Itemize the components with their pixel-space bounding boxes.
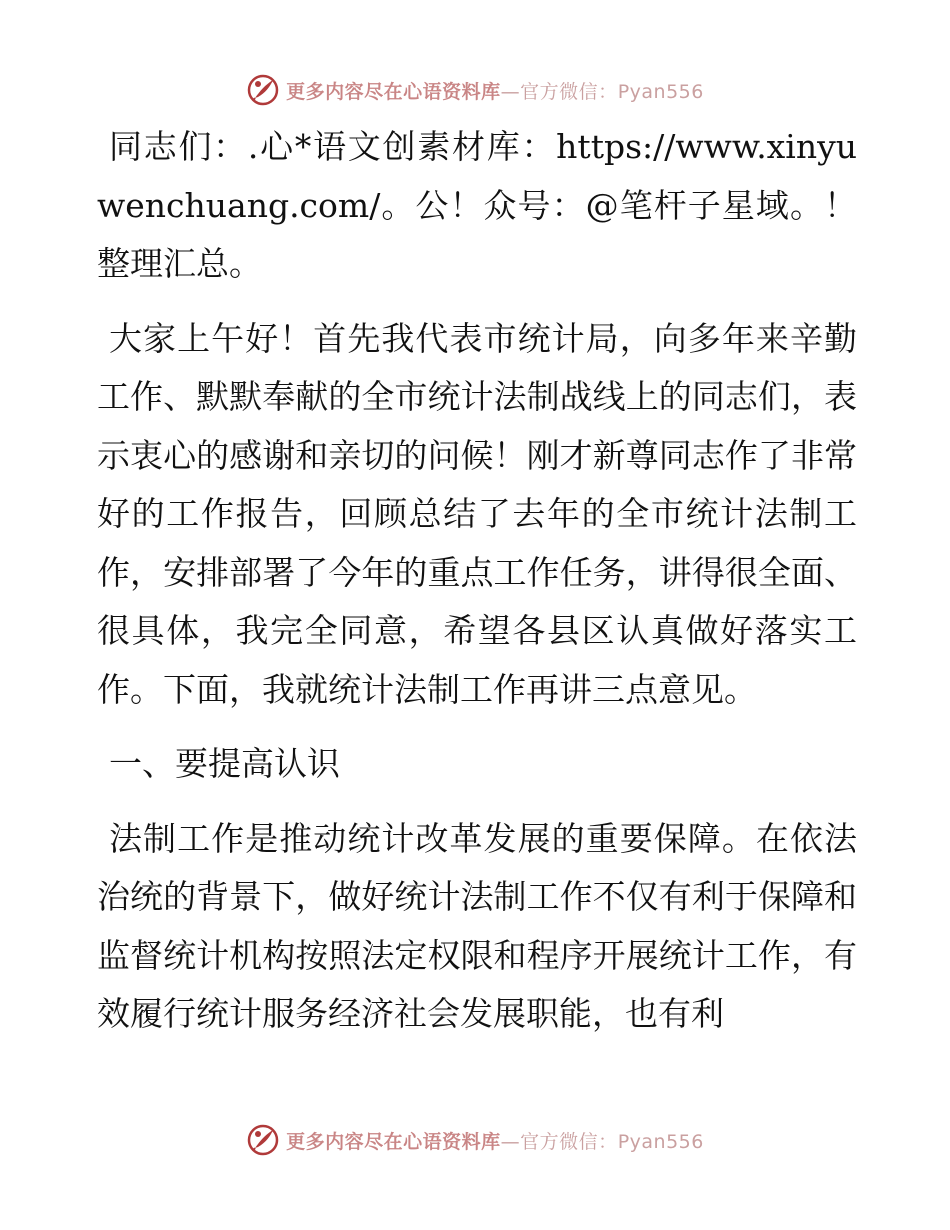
footer-banner-contact-value: Pyan556 [617,1130,704,1153]
section-heading-1: 一、要提高认识 [109,744,340,783]
paragraph-greeting: 同志们：.心*语文创素材库：https://www.xinyuwenchuang.com/。公！众号：@笔杆子星域。！整理汇总。 [97,127,857,283]
footer-banner-contact-label: 官方微信： [520,1130,618,1153]
header-banner-text [286,77,704,104]
paragraph-opening: 大家上午好！首先我代表市统计局，向多年来辛勤工作、默默奉献的全市统计法制战线上的同志们，表示衷心的感谢和亲切的问候！刚才新尊同志作了非常好的工作报告，回顾总结了去年的全市统计法制工作，安排部署了今年的重点工作任务，讲得很全面、很具体，我完全同意，希望各县区认真做好落实工作。下面，我就统计法制工作再讲三点意见。 [97,318,857,709]
header-banner [0,70,950,110]
footer-banner-separator: — [500,1130,521,1153]
paragraph-section-1: 法制工作是推动统计改革发展的重要保障。在依法治统的背景下，做好统计法制工作不仅有利于保障和监督统计机构按照法定权限和程序开展统计工作，有效履行统计服务经济社会发展职能，也有利 [97,818,857,1033]
feather-pen-logo-icon [246,73,280,107]
footer-banner-main: 更多内容尽在心语资料库 [286,1130,501,1153]
footer-banner-content [246,1123,704,1157]
footer-banner [0,1120,950,1160]
document-body [97,118,857,1044]
header-banner-content [246,73,704,107]
header-banner-separator: — [500,80,521,103]
header-banner-contact-value: Pyan556 [617,80,704,103]
header-banner-main: 更多内容尽在心语资料库 [286,80,501,103]
header-banner-contact-label: 官方微信： [520,80,618,103]
footer-banner-text [286,1127,704,1154]
feather-pen-logo-icon [246,1123,280,1157]
